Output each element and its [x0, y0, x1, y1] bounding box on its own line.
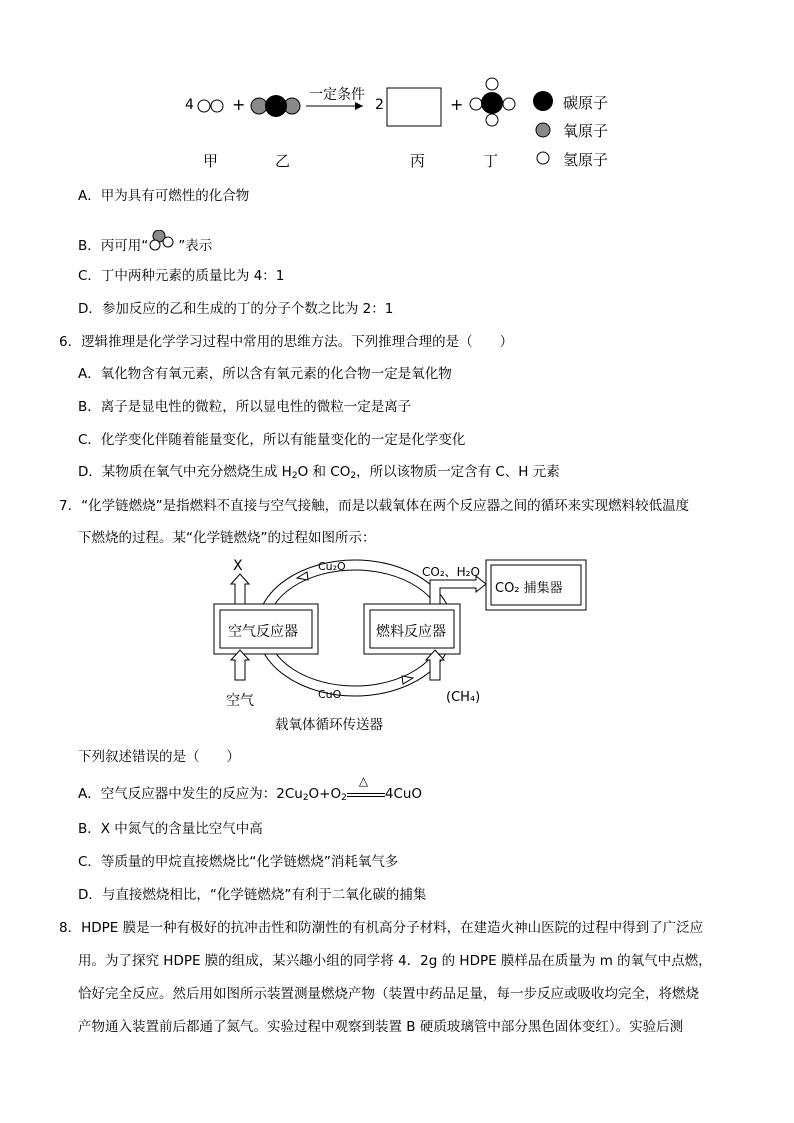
- q5-option-a: A．甲为具有可燃性的化合物: [78, 188, 250, 204]
- reaction-condition: 一定条件: [309, 87, 365, 103]
- plus-sign: +: [450, 95, 464, 114]
- label-bing: 丙: [410, 152, 426, 170]
- products-label: CO₂、H₂O: [422, 565, 480, 579]
- label-jia: 甲: [203, 152, 219, 170]
- q6-option-d-post: ，所以该物质一定含有 C、H 元素: [356, 464, 560, 480]
- q6-stem: 6．逻辑推理是化学学习过程中常用的思维方法。下列推理合理的是（ ）: [59, 334, 514, 350]
- label-yi: 乙: [275, 152, 291, 170]
- q6-option-b: B．离子是显电性的微粒，所以显电性的微粒一定是离子: [78, 399, 412, 415]
- legend-carbon: 碳原子: [563, 94, 609, 112]
- fuel-reactor-label: 燃料反应器: [376, 624, 446, 640]
- q7-option-c: C．等质量的甲烷直接燃烧比“化学链燃烧”消耗氧气多: [78, 854, 399, 870]
- q5-option-b-pre: B．丙可用“: [78, 238, 149, 254]
- air-reactor-label: 空气反应器: [228, 624, 298, 640]
- q6-option-a: A．氧化物含有氧元素，所以含有氧元素的化合物一定是氧化物: [78, 366, 452, 382]
- diagram-caption: 载氧体循环传送器: [275, 717, 383, 733]
- coefficient-jia: 4: [185, 97, 194, 113]
- q7-option-a: [78, 774, 423, 803]
- cu2o-label: Cu₂O: [318, 560, 346, 573]
- q5-option-d: D．参加反应的乙和生成的丁的分子个数之比为 2：1: [78, 301, 394, 317]
- q6-option-c: C．化学变化伴随着能量变化，所以有能量变化的一定是化学变化: [78, 432, 466, 448]
- subscript: 2: [350, 471, 357, 481]
- heat-condition: [347, 774, 385, 800]
- air-input-label: 空气: [226, 693, 254, 709]
- q8-line2: 用。为了探究 HDPE 膜的组成，某兴趣小组的同学将 4．2g 的 HDPE 膜样品在质量为 m 的氧气中点燃，: [78, 953, 712, 969]
- q6-option-d-pre: D．某物质在氧气中充分燃烧生成 H: [78, 464, 292, 480]
- q8-line4: 产物通入装置前后都通了氮气。实验过程中观察到装置 B 硬质玻璃管中部分黑色固体变红）。实验后测: [78, 1019, 684, 1035]
- q7-ask: 下列叙述错误的是（ ）: [78, 749, 240, 765]
- q5-option-b-post: ”表示: [178, 238, 213, 254]
- q7-option-a-post: 4CuO: [384, 786, 423, 802]
- q8-line1: 8．HDPE 膜是一种有极好的抗冲击性和防潮性的有机高分子材料，在建造火神山医院的过程中得到了广泛应: [59, 920, 704, 936]
- q7-option-b: B．X 中氮气的含量比空气中高: [78, 821, 263, 837]
- capturer-label: CO₂ 捕集器: [495, 581, 563, 596]
- legend-hydrogen: 氢原子: [563, 151, 609, 169]
- delta-symbol: △: [358, 774, 369, 788]
- q7-stem-line2: 下燃烧的过程。某“化学链燃烧”的过程如图所示：: [78, 530, 376, 546]
- cuo-label: CuO: [318, 688, 342, 701]
- q7-stem-line1: 7．“化学链燃烧”是指燃料不直接与空气接触，而是以载氧体在两个反应器之间的循环来实现燃料较低温度: [59, 498, 690, 514]
- x-label: X: [233, 558, 243, 574]
- subscript: 2: [341, 793, 347, 803]
- label-ding: 丁: [483, 152, 499, 170]
- subscript: 2: [302, 793, 309, 803]
- legend-oxygen: 氧原子: [563, 122, 609, 140]
- coefficient-bing: 2: [375, 97, 384, 113]
- ch4-input-label: (CH₄): [446, 690, 481, 705]
- subscript: 2: [291, 471, 298, 481]
- q7-option-a-pre: A．空气反应器中发生的反应为：2Cu: [78, 786, 303, 802]
- q7-option-a-mid: O+O: [308, 786, 342, 802]
- q6-option-d-mid: O 和 CO: [297, 464, 351, 480]
- q5-option-c: C．丁中两种元素的质量比为 4：1: [78, 268, 285, 284]
- plus-sign: +: [232, 95, 246, 114]
- q8-line3: 恰好完全反应。然后用如图所示装置测量燃烧产物（装置中药品足量，每一步反应或吸收均完全，将燃烧: [78, 986, 699, 1002]
- q7-option-d: D．与直接燃烧相比，“化学链燃烧”有利于二氧化碳的捕集: [78, 887, 427, 903]
